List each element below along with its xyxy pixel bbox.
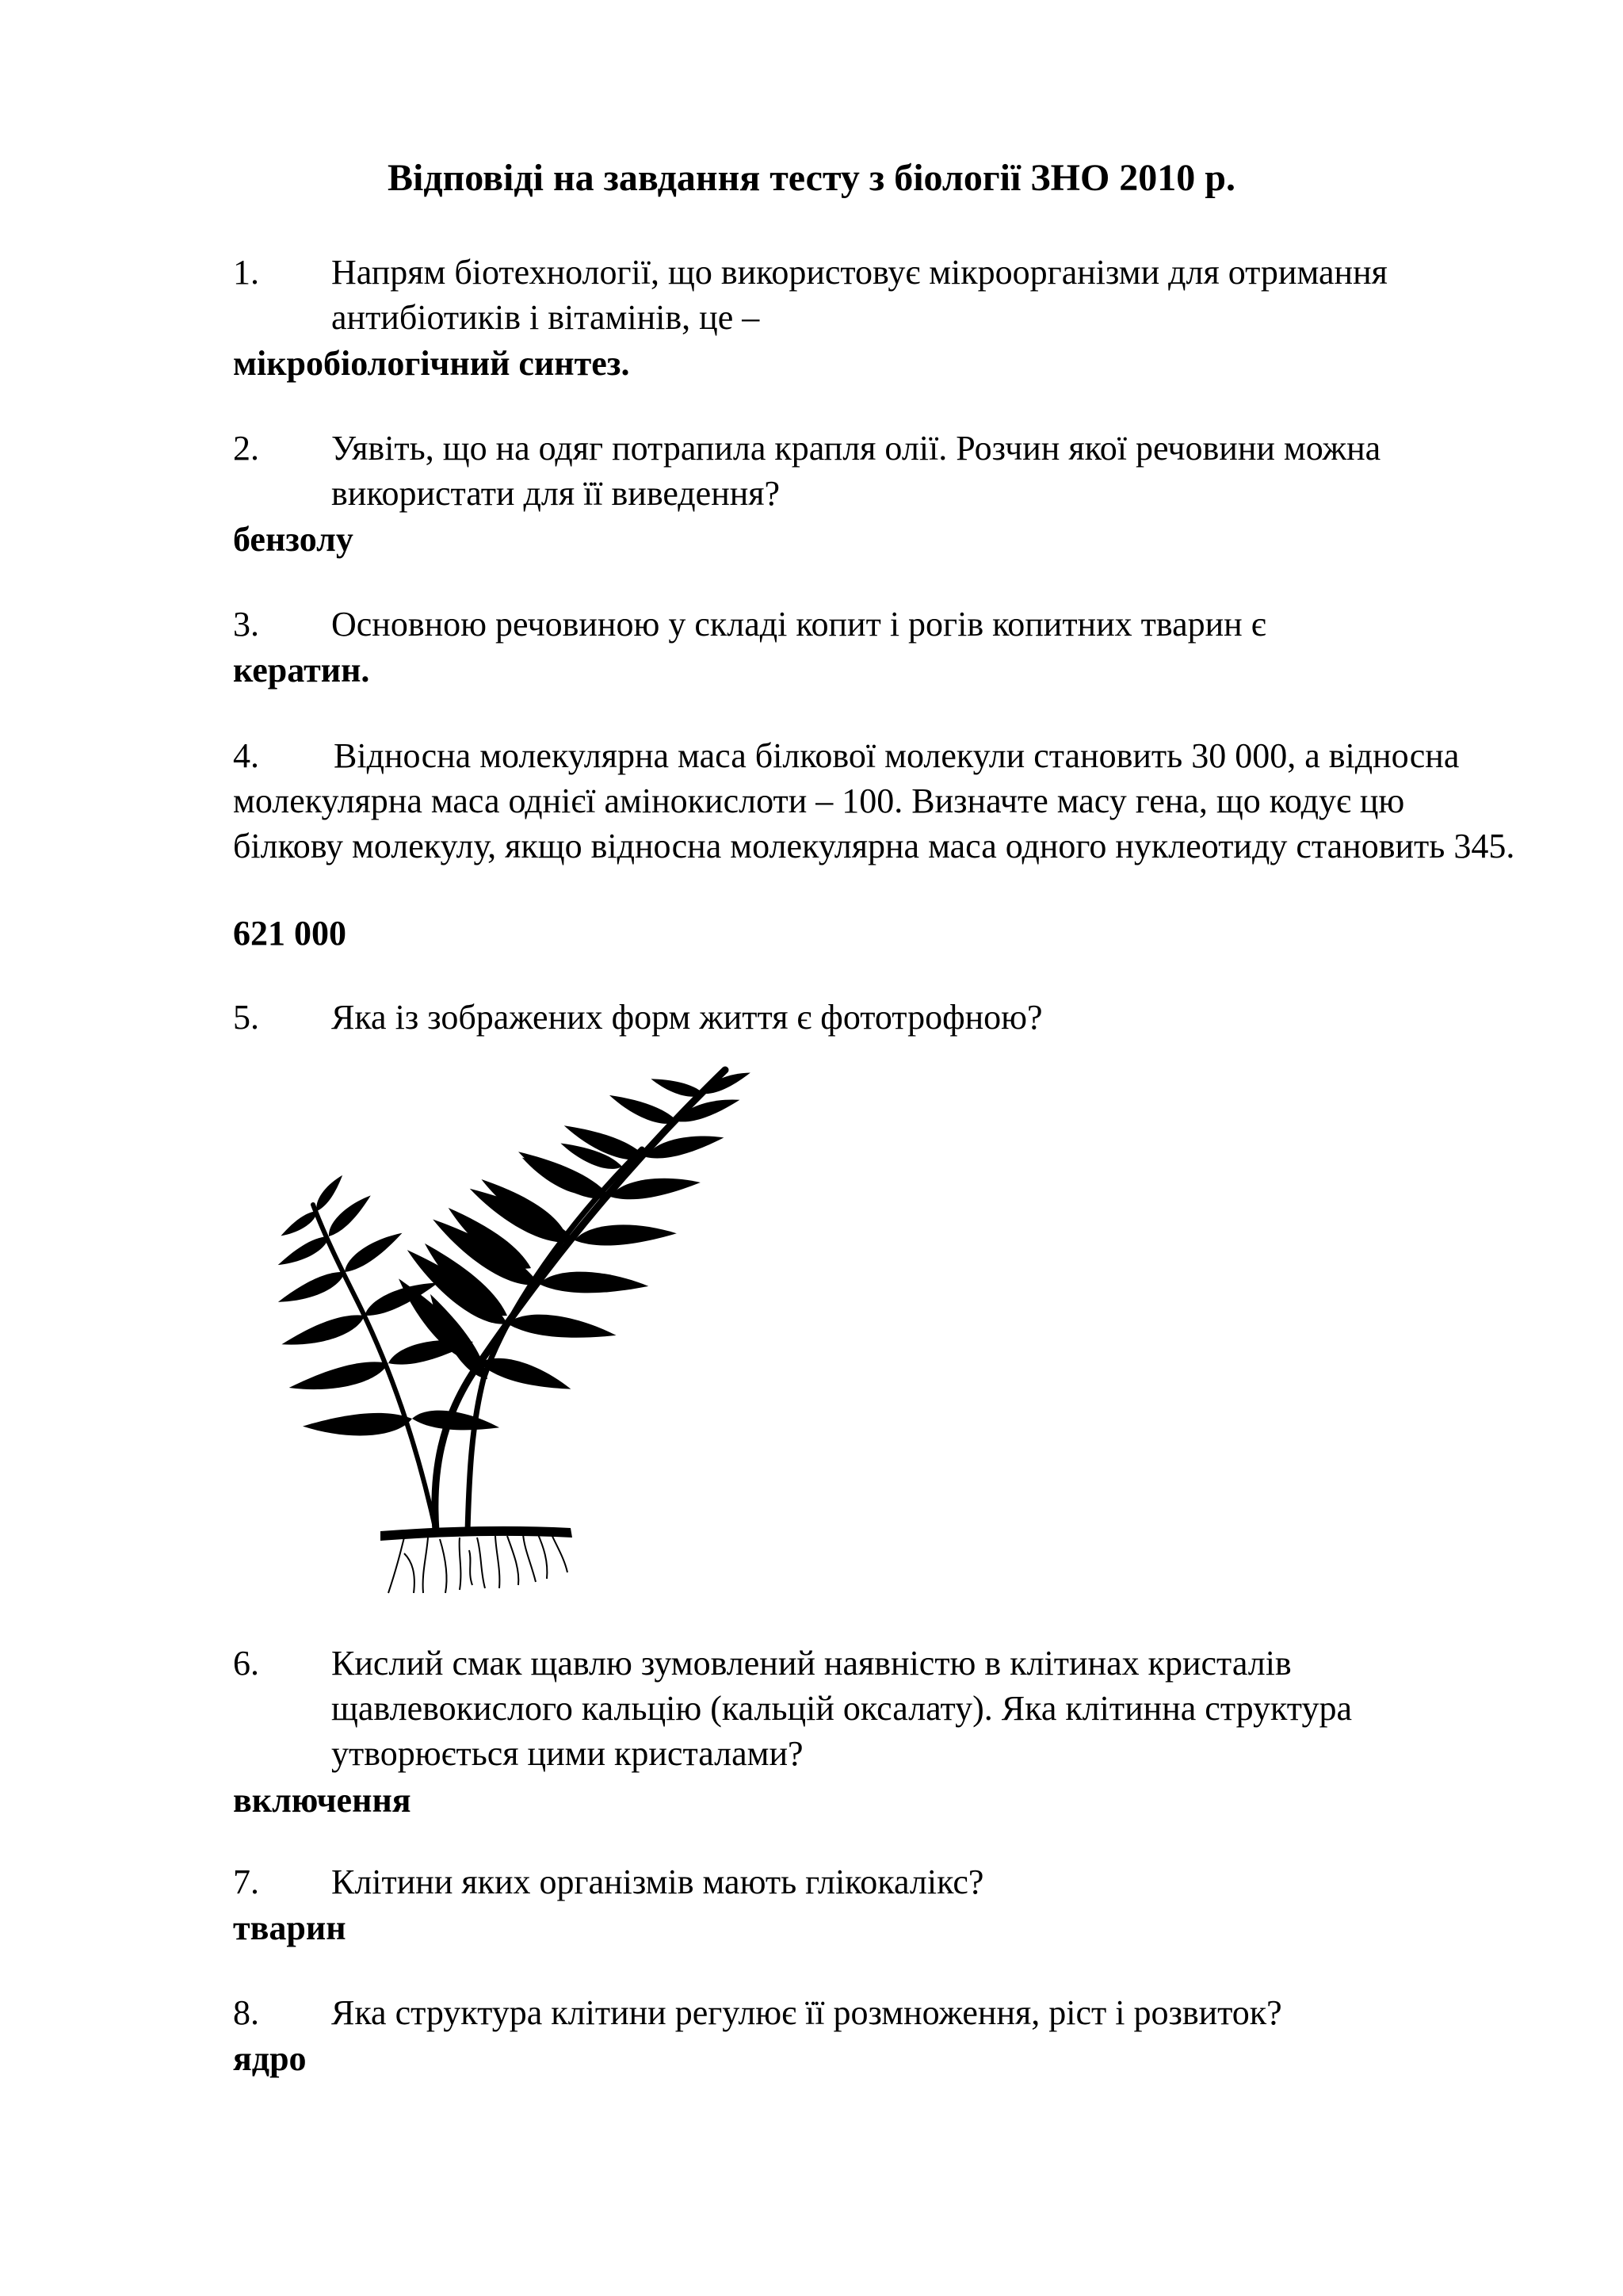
question-5	[233, 995, 1517, 1040]
question-text: Яка із зображених форм життя є фототрофною?	[331, 998, 1043, 1037]
answer-4: 621 000	[233, 914, 346, 953]
question-text: Уявіть, що на одяг потрапила крапля олії. Розчин якої речовини можна використати для її виведення?	[331, 429, 1381, 513]
question-number: 1.	[233, 253, 259, 292]
question-8	[233, 1990, 1517, 2035]
answer-3: кератин.	[233, 651, 370, 690]
question-text: Клітини яких організмів мають глікокалікс?	[331, 1862, 984, 1901]
answer-2: бензолу	[233, 520, 353, 559]
question-number: 8.	[233, 1993, 259, 2032]
question-number: 2.	[233, 429, 259, 468]
question-text: Основною речовиною у складі копит і рогів копитних тварин є	[331, 605, 1266, 644]
answer-8: ядро	[233, 2039, 307, 2078]
answer-6: включення	[233, 1781, 411, 1820]
question-text: Відносна молекулярна маса білкової молекули становить 30 000, а відносна молекулярна маса однієї амінокислоти – 100. Визначте масу гена, що кодує цю білкову молекулу, якщо відносна молекулярна маса одного нуклеотиду становить 345.	[233, 736, 1515, 865]
question-number: 5.	[233, 998, 259, 1037]
question-1	[233, 250, 1517, 340]
question-number: 7.	[233, 1862, 259, 1901]
question-number: 4.	[233, 736, 259, 775]
question-number: 6.	[233, 1644, 259, 1683]
question-6	[233, 1641, 1517, 1776]
question-text: Напрям біотехнології, що використовує мікроорганізми для отримання антибіотиків і вітамінів, це –	[331, 253, 1388, 337]
question-3	[233, 602, 1517, 647]
question-2	[233, 426, 1517, 516]
page-title: Відповіді на завдання тесту з біології ЗНО 2010 р.	[387, 157, 1235, 199]
fern-illustration	[269, 1046, 808, 1601]
question-text: Кислий смак щавлю зумовлений наявністю в клітинах кристалів щавлевокислого кальцію (кальцій оксалату). Яка клітинна структура утворюється цими кристалами?	[331, 1644, 1352, 1773]
question-4	[233, 733, 1517, 869]
question-7	[233, 1859, 1517, 1904]
question-number: 3.	[233, 605, 259, 644]
answer-1: мікробіологічний синтез.	[233, 344, 630, 383]
question-text: Яка структура клітини регулює її розмноження, ріст і розвиток?	[331, 1993, 1282, 2032]
answer-7: тварин	[233, 1908, 346, 1947]
